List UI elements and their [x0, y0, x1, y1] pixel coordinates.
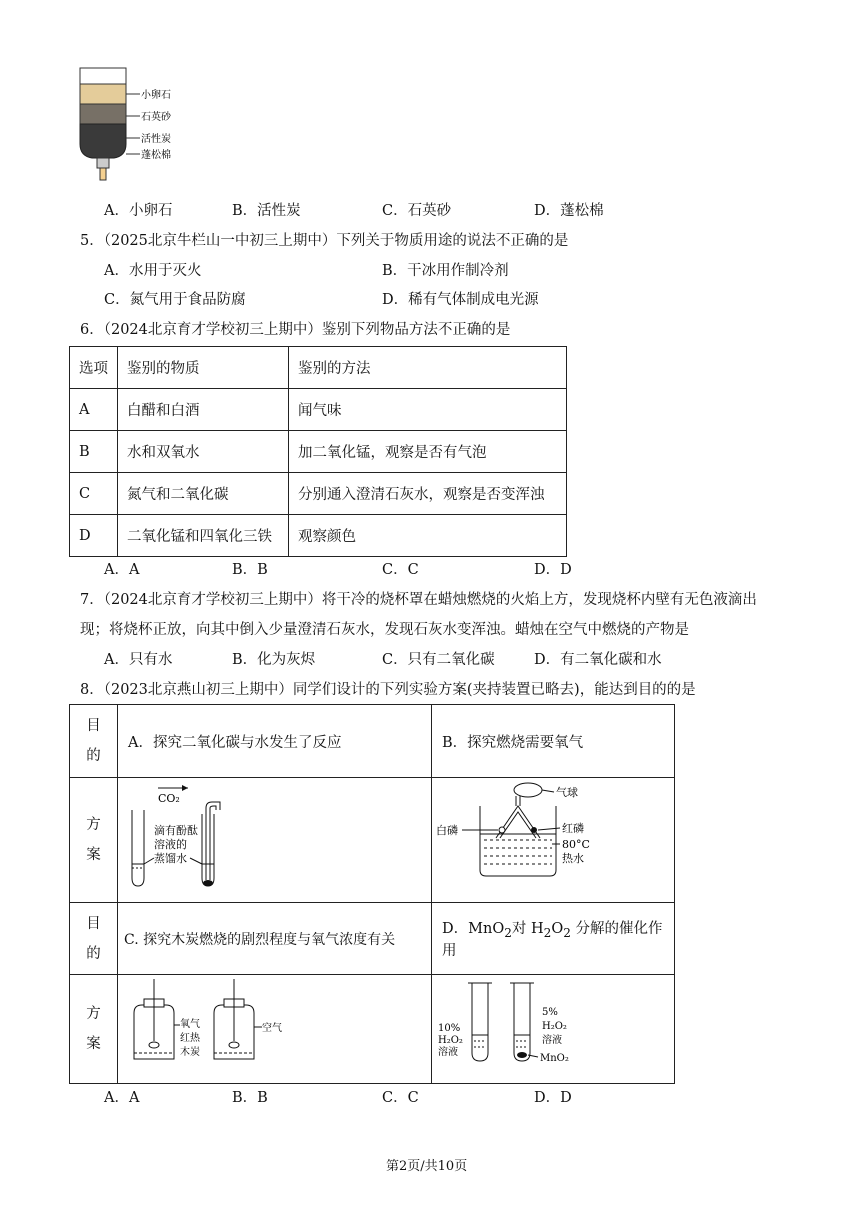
q6-option-b: B．B: [232, 562, 268, 578]
q6-table: [69, 346, 567, 557]
plan-b: [432, 778, 675, 903]
svg-text:80°C: 80°C: [562, 838, 590, 851]
table-row: [70, 389, 567, 431]
filter-label-2: 石英砂: [141, 112, 171, 123]
q5-option-b: B．干冰用作制冷剂: [382, 263, 509, 279]
q4-option-b: B．活性炭: [232, 203, 301, 219]
goal-b: B．探究燃烧需要氧气: [432, 705, 675, 778]
page-footer: 第2页/共10页: [386, 1159, 468, 1174]
plan-label: 方 案: [70, 778, 118, 903]
q7-option-c: C．只有二氧化碳: [382, 652, 495, 668]
svg-text:滴有酚酞: 滴有酚酞: [154, 824, 198, 837]
svg-text:空气: 空气: [262, 1023, 282, 1034]
svg-text:氧气: 氧气: [180, 1019, 200, 1030]
q6-option-a: A．A: [104, 562, 140, 578]
plan-a-figure: [118, 778, 418, 898]
plan-c-figure: [118, 975, 418, 1079]
plan-label: 方 案: [70, 975, 118, 1084]
svg-text:红磷: 红磷: [562, 822, 584, 835]
svg-text:木炭: 木炭: [180, 1047, 200, 1058]
svg-text:溶液的: 溶液的: [154, 838, 187, 851]
table-cell: 水和双氧水: [118, 431, 289, 473]
svg-text:白磷: 白磷: [436, 824, 458, 837]
table-header-row: [70, 347, 567, 389]
table-cell: 鉴别的方法: [289, 347, 567, 389]
table-cell: 鉴别的物质: [118, 347, 289, 389]
table-cell: A: [70, 389, 118, 431]
table-row: [70, 705, 675, 778]
svg-text:MnO₂: MnO₂: [540, 1053, 569, 1064]
q8-option-d: D．D: [534, 1090, 572, 1106]
q6-option-d: D．D: [534, 562, 572, 578]
filter-label-3: 活性炭: [141, 134, 171, 145]
goal-d: D．MnO$_2$对 $H_2O_2$ 分解的催化作用: [432, 903, 675, 975]
q7-option-a: A．只有水: [104, 652, 173, 668]
table-cell: 闻气味: [289, 389, 567, 431]
q8-stem: 8．（2023北京燕山初三上期中）同学们设计的下列实验方案(夹持装置已略去)，能达到目的的是: [80, 682, 696, 698]
goal-label: 目 的: [70, 705, 118, 778]
svg-text:溶液: 溶液: [542, 1035, 562, 1046]
q8-option-b: B．B: [232, 1090, 268, 1106]
table-cell: 加二氧化锰，观察是否有气泡: [289, 431, 567, 473]
q5-stem: 5．（2025北京牛栏山一中初三上期中）下列关于物质用途的说法不正确的是: [80, 233, 569, 249]
table-cell: D: [70, 515, 118, 557]
table-row: [70, 473, 567, 515]
svg-text:红热: 红热: [180, 1033, 200, 1044]
q7-stem-line1: 7．（2024北京育才学校初三上期中）将干冷的烧杯罩在蜡烛燃烧的火焰上方，发现烧杯内壁有无色液滴出: [80, 592, 757, 608]
q4-option-c: C．石英砂: [382, 203, 452, 219]
filter-label-4: 蓬松棉: [141, 150, 171, 161]
q6-stem: 6．（2024北京育才学校初三上期中）鉴别下列物品方法不正确的是: [80, 322, 511, 338]
svg-text:H₂O₂: H₂O₂: [438, 1035, 463, 1046]
table-cell: C: [70, 473, 118, 515]
plan-d-figure: [432, 975, 664, 1079]
table-row: [70, 903, 675, 975]
table-cell: 分别通入澄清石灰水，观察是否变浑浊: [289, 473, 567, 515]
plan-a: [118, 778, 432, 903]
filter-label-1: 小卵石: [141, 90, 171, 101]
svg-text:溶液: 溶液: [438, 1047, 458, 1058]
q4-option-a: A．小卵石: [104, 203, 173, 219]
svg-text:H₂O₂: H₂O₂: [542, 1021, 567, 1032]
table-row: [70, 431, 567, 473]
plan-b-figure: [432, 778, 664, 898]
table-cell: 二氧化锰和四氧化三铁: [118, 515, 289, 557]
q5-option-c: C．氮气用于食品防腐: [104, 292, 246, 308]
svg-text:5%: 5%: [542, 1007, 558, 1018]
table-cell: 观察颜色: [289, 515, 567, 557]
q8-option-c: C．C: [382, 1090, 419, 1106]
table-cell: 白醋和白酒: [118, 389, 289, 431]
q7-stem-line2: 现；将烧杯正放，向其中倒入少量澄清石灰水，发现石灰水变浑浊。蜡烛在空气中燃烧的产物是: [80, 622, 689, 638]
q7-option-d: D．有二氧化碳和水: [534, 652, 662, 668]
plan-d: [432, 975, 675, 1084]
svg-text:10%: 10%: [438, 1023, 461, 1034]
svg-text:蒸馏水: 蒸馏水: [154, 852, 187, 865]
table-cell: 选项: [70, 347, 118, 389]
table-cell: B: [70, 431, 118, 473]
q8-option-a: A．A: [104, 1090, 140, 1106]
plan-c: [118, 975, 432, 1084]
table-row: [70, 515, 567, 557]
svg-text:气球: 气球: [556, 786, 578, 799]
filter-apparatus-figure: [70, 64, 210, 188]
q7-option-b: B．化为灰烬: [232, 652, 316, 668]
svg-text:CO₂: CO₂: [158, 792, 180, 805]
table-cell: 氮气和二氧化碳: [118, 473, 289, 515]
q4-option-d: D．蓬松棉: [534, 203, 604, 219]
q6-option-c: C．C: [382, 562, 419, 578]
goal-label: 目 的: [70, 903, 118, 975]
q5-option-d: D．稀有气体制成电光源: [382, 292, 539, 308]
goal-a: A．探究二氧化碳与水发生了反应: [118, 705, 432, 778]
table-row: [70, 975, 675, 1084]
q8-table: [69, 704, 675, 1084]
table-row: [70, 778, 675, 903]
q5-option-a: A．水用于灭火: [104, 263, 202, 279]
svg-text:热水: 热水: [562, 852, 584, 865]
goal-c: C. 探究木炭燃烧的剧烈程度与氧气浓度有关: [118, 903, 432, 975]
